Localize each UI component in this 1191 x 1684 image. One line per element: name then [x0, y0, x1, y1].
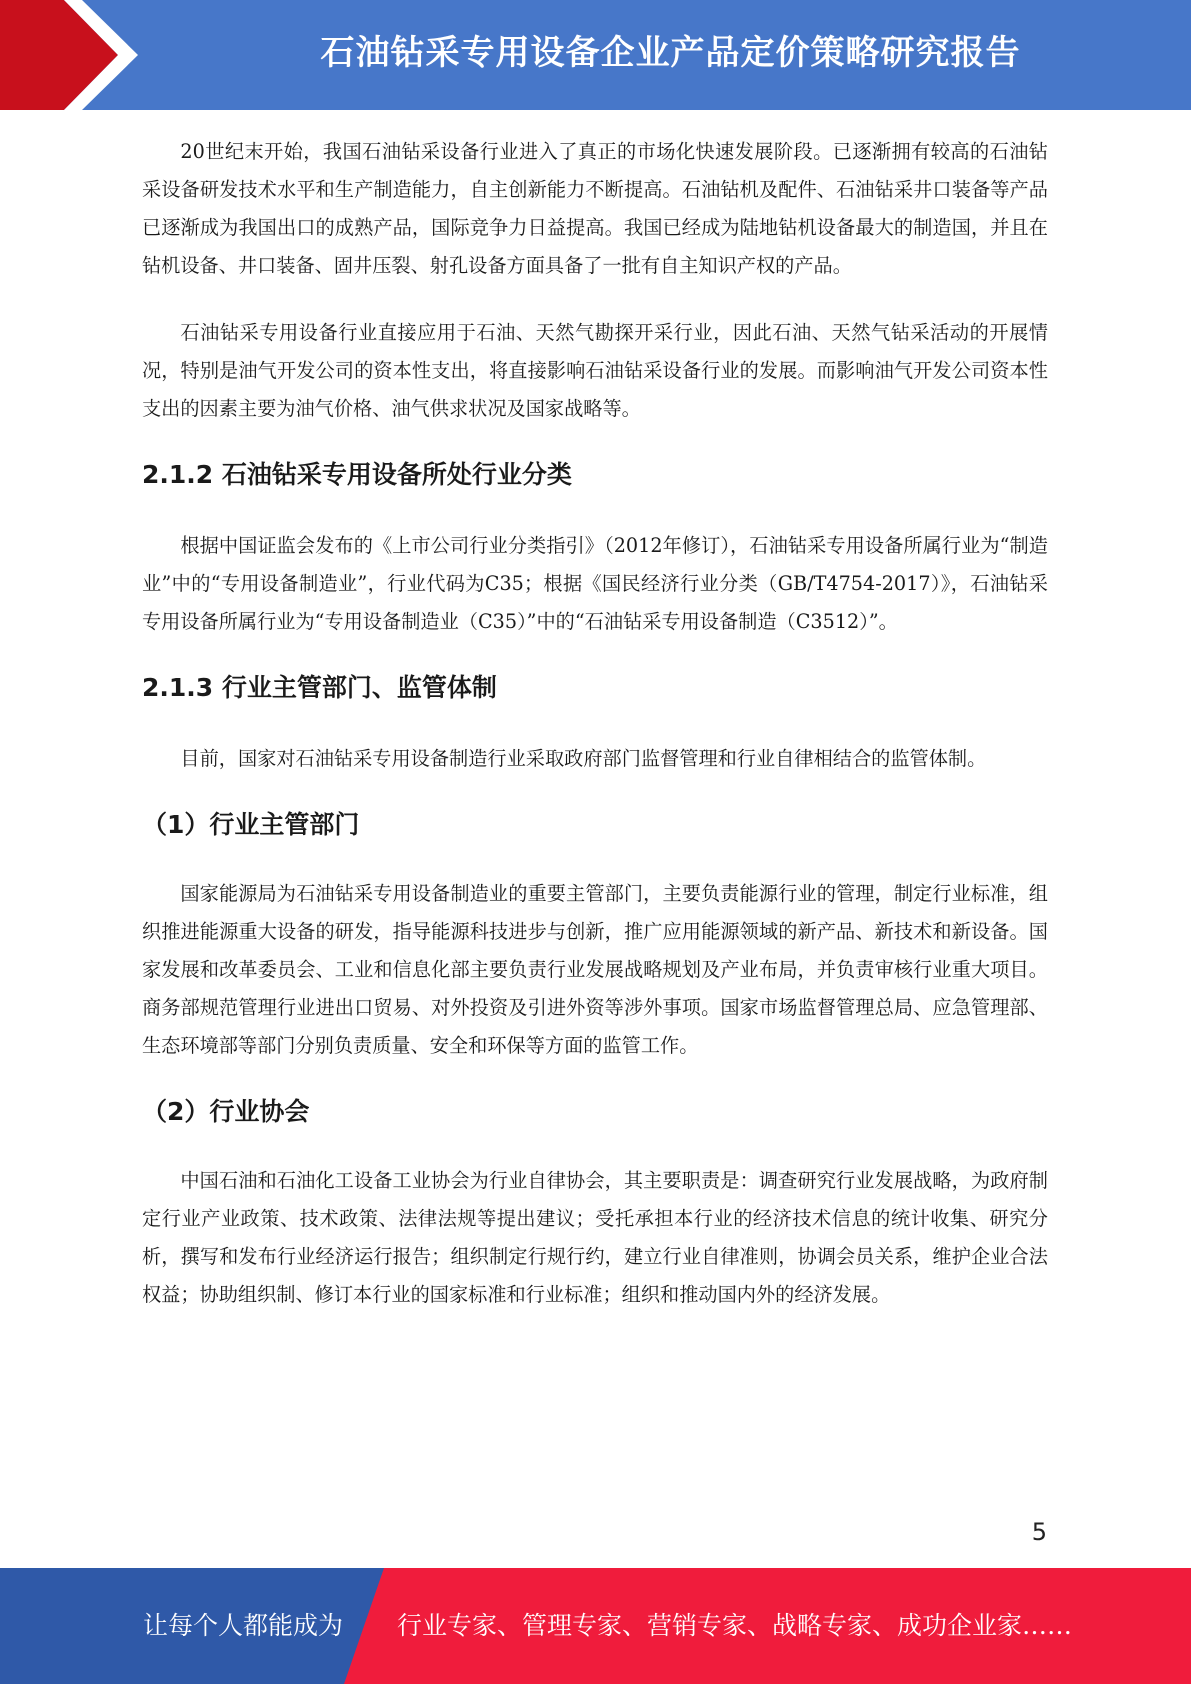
subsection-heading-authorities: （1）行业主管部门	[142, 810, 360, 839]
footer-banner	[0, 1568, 1191, 1684]
paragraph-industry-demand: 石油钻采专用设备行业直接应用于石油、天然气勘探开采行业，因此石油、天然气钻采活动的开展情况，特别是油气开发公司的资本性支出，将直接影响石油钻采设备行业的发展。而影响油气开发公司资本性支出的因素主要为油气价格、油气供求状况及国家战略等。	[142, 321, 1048, 420]
paragraph-association: 中国石油和石油化工设备工业协会为行业自律协会，其主要职责是：调查研究行业发展战略，为政府制定行业产业政策、技术政策、法律法规等提出建议；受托承担本行业的经济技术信息的统计收集、研究分析，撰写和发布行业经济运行报告；组织制定行规行约，建立行业自律准则，协调会员关系，维护企业合法权益；协助组织制、修订本行业的国家标准和行业标准；组织和推动国内外的经济发展。	[142, 1169, 1048, 1306]
section-heading-2-1-3: 2.1.3 行业主管部门、监管体制	[142, 673, 497, 702]
section-heading-2-1-2: 2.1.2 石油钻采专用设备所处行业分类	[142, 460, 572, 489]
footer-slogan-left: 让每个人都能成为	[143, 1611, 344, 1640]
report-title: 石油钻采专用设备企业产品定价策略研究报告	[320, 33, 1021, 73]
document-body	[142, 133, 1048, 1343]
page-number: 5	[1031, 1518, 1047, 1546]
paragraph-classification: 根据中国证监会发布的《上市公司行业分类指引》（2012年修订），石油钻采专用设备所属行业为“制造业”中的“专用设备制造业”，行业代码为C35；根据《国民经济行业分类（GB/T4754-2017）》，石油钻采专用设备所属行业为“专用设备制造业（C35）”中的“石油钻采专用设备制造（C3512）”。	[142, 534, 1048, 633]
paragraph-intro: 20世纪末开始，我国石油钻采设备行业进入了真正的市场化快速发展阶段。已逐渐拥有较高的石油钻采设备研发技术水平和生产制造能力，自主创新能力不断提高。石油钻机及配件、石油钻采井口装备等产品已逐渐成为我国出口的成熟产品，国际竞争力日益提高。我国已经成为陆地钻机设备最大的制造国，并且在钻机设备、井口装备、固井压裂、射孔设备方面具备了一批有自主知识产权的产品。	[142, 140, 1048, 277]
header-banner	[0, 0, 1191, 110]
paragraph-authorities: 国家能源局为石油钻采专用设备制造业的重要主管部门，主要负责能源行业的管理，制定行业标准，组织推进能源重大设备的研发，指导能源科技进步与创新，推广应用能源领域的新产品、新技术和新设备。国家发展和改革委员会、工业和信息化部主要负责行业发展战略规划及产业布局，并负责审核行业重大项目。商务部规范管理行业进出口贸易、对外投资及引进外资等涉外事项。国家市场监督管理总局、应急管理部、生态环境部等部门分别负责质量、安全和环保等方面的监管工作。	[142, 882, 1048, 1057]
subsection-heading-association: （2）行业协会	[142, 1097, 310, 1126]
paragraph-regulation: 目前，国家对石油钻采专用设备制造行业采取政府部门监督管理和行业自律相结合的监管体制。	[180, 747, 987, 770]
red-chevron-decoration	[0, 0, 160, 110]
footer-slogan-right: 行业专家、管理专家、营销专家、战略专家、成功企业家……	[397, 1611, 1073, 1640]
